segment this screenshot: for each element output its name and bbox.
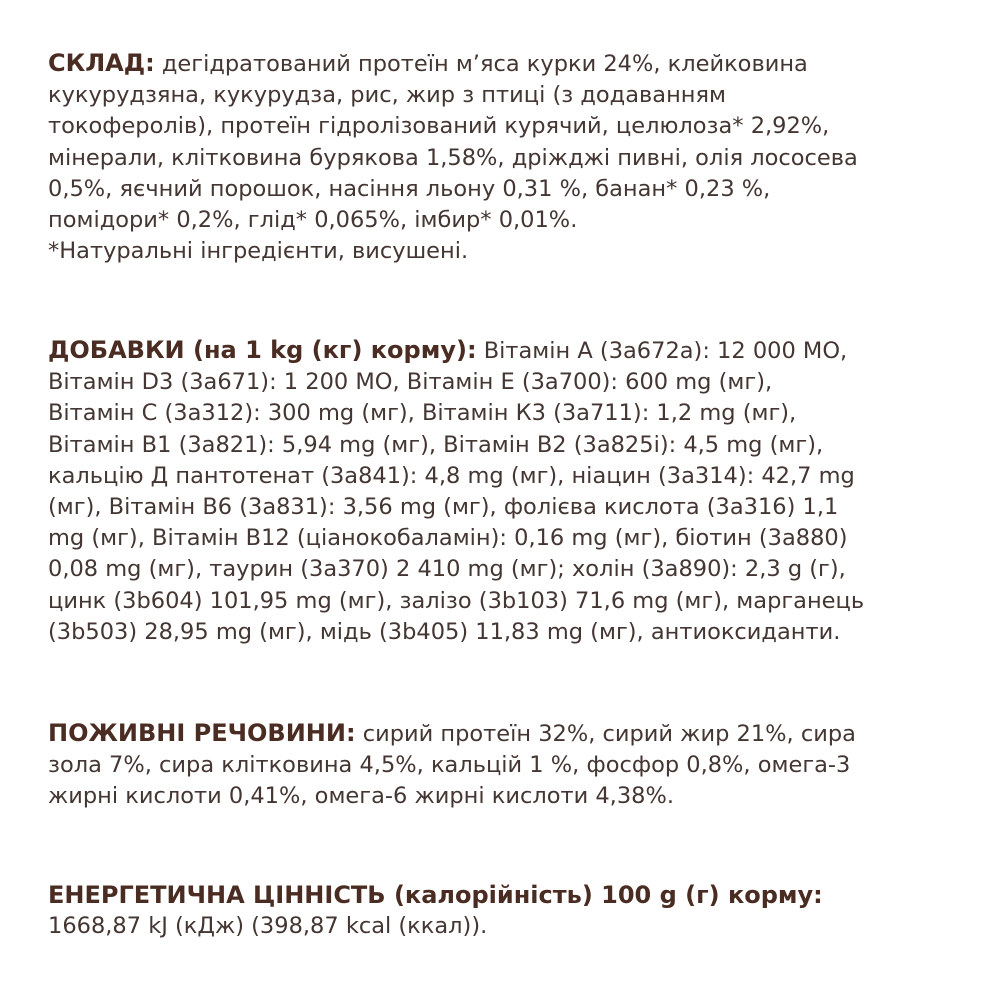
energy-heading: ЕНЕРГЕТИЧНА ЦІННІСТЬ (калорійність) 100 g (г) корму:: [48, 881, 823, 909]
additives-line-7: mg (мг), Вітамін В12 (ціанокобаламін): 0,16 mg (мг), біотин (3а880): [48, 525, 848, 552]
composition-line-5: 0,5%, яєчний порошок, насіння льону 0,31 %, банан* 0,23 %,: [48, 175, 771, 202]
additives-line-3: Вітамін С (3а312): 300 mg (мг), Вітамін К3 (3а711): 1,2 mg (мг),: [48, 400, 797, 427]
nutrients-line-2: зола 7%, сира клітковина 4,5%, кальцій 1 %, фосфор 0,8%, омега-3: [48, 752, 851, 779]
additives-heading: ДОБАВКИ (на 1 kg (кг) корму):: [48, 336, 477, 364]
additives-line-4: Вітамін В1 (3а821): 5,94 mg (мг), Вітамін В2 (3а825і): 4,5 mg (мг),: [48, 431, 824, 458]
additives-line-1: ДОБАВКИ (на 1 kg (кг) корму): Вітамін А (3а672а): 12 000 МО,: [48, 336, 848, 364]
composition-line-4: мінерали, клітковина бурякова 1,58%, дріжджі пивні, олія лососева: [48, 144, 858, 171]
composition-heading: СКЛАД:: [48, 49, 155, 77]
additives-line-9: цинк (3b604) 101,95 mg (мг), залізо (3b103) 71,6 mg (мг), марганець: [48, 587, 865, 614]
energy-section: [48, 880, 823, 942]
additives-line-2: Вітамін D3 (3а671): 1 200 МО, Вітамін Е (3а700): 600 mg (мг),: [48, 369, 773, 396]
composition-line-1: СКЛАД: дегідратований протеїн м’яса курки 24%, клейковина: [48, 49, 808, 77]
additives-line-6: (мг), Вітамін В6 (3а831): 3,56 mg (мг), фолієва кислота (3а316) 1,1: [48, 494, 839, 521]
composition-line-6: помідори* 0,2%, глід* 0,065%, імбир* 0,01%.: [48, 207, 578, 234]
additives-line-10: (3b503) 28,95 mg (мг), мідь (3b405) 11,83 mg (мг), антиоксиданти.: [48, 618, 841, 645]
nutrients-line-1: ПОЖИВНІ РЕЧОВИНИ: сирий протеїн 32%, сирий жир 21%, сира: [48, 719, 856, 747]
nutrients-line-3: жирні кислоти 0,41%, омега-6 жирні кислоти 4,38%.: [48, 783, 674, 810]
nutrients-section: [48, 718, 856, 813]
energy-value: 1668,87 kJ (кДж) (398,87 kcal (ккал)).: [48, 913, 488, 940]
additives-line-5: кальцію Д пантотенат (3а841): 4,8 mg (мг), ніацин (3а314): 42,7 mg: [48, 462, 855, 489]
composition-section: [48, 48, 858, 267]
composition-footnote: *Натуральні інгредієнти, висушені.: [48, 238, 469, 265]
nutrients-heading: ПОЖИВНІ РЕЧОВИНИ:: [48, 719, 356, 747]
composition-line-2: кукурудзяна, кукурудза, рис, жир з птиці (з додаванням: [48, 82, 727, 109]
additives-section: [48, 335, 864, 648]
additives-line-8: 0,08 mg (мг), таурин (3а370) 2 410 mg (мг); холін (3а890): 2,3 g (г),: [48, 556, 846, 583]
composition-line-3: токоферолів), протеїн гідролізований курячий, целюлоза* 2,92%,: [48, 113, 830, 140]
